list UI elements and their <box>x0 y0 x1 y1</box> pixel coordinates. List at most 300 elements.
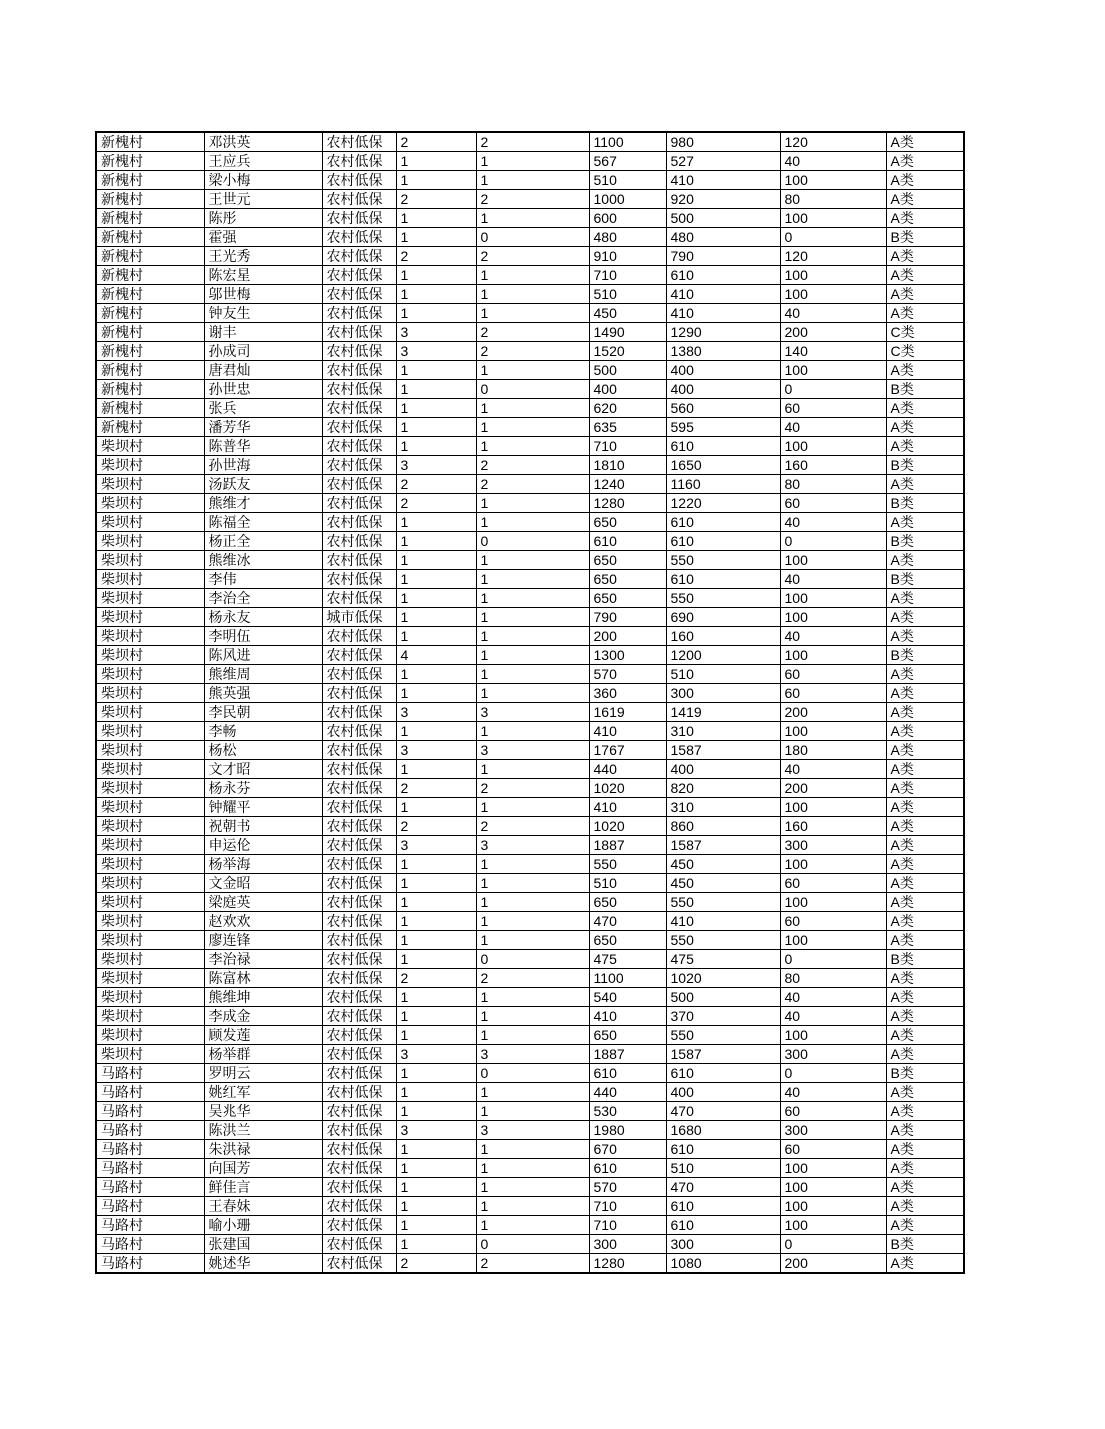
table-cell: 2 <box>476 190 589 209</box>
table-cell: 柴坝村 <box>96 551 204 570</box>
table-cell: 610 <box>589 1064 666 1083</box>
table-row <box>96 893 964 912</box>
table-cell: 410 <box>589 1007 666 1026</box>
table-cell: 熊维冰 <box>204 551 322 570</box>
table-cell: 1 <box>396 627 476 646</box>
table-cell: 马路村 <box>96 1159 204 1178</box>
table-cell: 柴坝村 <box>96 703 204 722</box>
table-cell: 100 <box>780 1197 886 1216</box>
table-cell: 1 <box>396 361 476 380</box>
table-cell: 1 <box>476 893 589 912</box>
table-cell: 农村低保 <box>322 1064 396 1083</box>
table-cell: 40 <box>780 1083 886 1102</box>
table-cell: A类 <box>886 418 964 437</box>
table-cell: 马路村 <box>96 1178 204 1197</box>
table-cell: 李伟 <box>204 570 322 589</box>
table-cell: 480 <box>589 228 666 247</box>
table-cell: 1100 <box>589 132 666 152</box>
table-cell: 510 <box>589 171 666 190</box>
table-cell: A类 <box>886 152 964 171</box>
table-cell: 610 <box>666 1140 780 1159</box>
table-cell: A类 <box>886 1140 964 1159</box>
table-cell: 农村低保 <box>322 456 396 475</box>
table-cell: 60 <box>780 665 886 684</box>
table-cell: 1 <box>476 266 589 285</box>
table-cell: 农村低保 <box>322 190 396 209</box>
table-row <box>96 950 964 969</box>
table-cell: 农村低保 <box>322 1102 396 1121</box>
table-cell: 2 <box>396 132 476 152</box>
table-cell: 610 <box>666 532 780 551</box>
table-cell: 600 <box>589 209 666 228</box>
table-cell: 710 <box>589 266 666 285</box>
table-cell: 农村低保 <box>322 703 396 722</box>
table-cell: 潘芳华 <box>204 418 322 437</box>
table-cell: 1 <box>476 1007 589 1026</box>
table-cell: 300 <box>780 836 886 855</box>
table-cell: 200 <box>780 779 886 798</box>
table-cell: 40 <box>780 418 886 437</box>
table-cell: 40 <box>780 627 886 646</box>
table-cell: 540 <box>589 988 666 1007</box>
table-cell: 2 <box>396 779 476 798</box>
table-row <box>96 817 964 836</box>
table-cell: A类 <box>886 1083 964 1102</box>
table-cell: 杨举群 <box>204 1045 322 1064</box>
table-cell: 200 <box>780 703 886 722</box>
table-cell: 柴坝村 <box>96 608 204 627</box>
table-cell: 570 <box>589 1178 666 1197</box>
table-cell: 农村低保 <box>322 209 396 228</box>
table-cell: 4 <box>396 646 476 665</box>
table-cell: 610 <box>666 1064 780 1083</box>
table-cell: A类 <box>886 171 964 190</box>
table-cell: A类 <box>886 1254 964 1274</box>
table-row <box>96 228 964 247</box>
table-cell: 柴坝村 <box>96 646 204 665</box>
table-cell: 柴坝村 <box>96 475 204 494</box>
table-cell: 610 <box>589 1159 666 1178</box>
table-cell: 1 <box>396 1064 476 1083</box>
table-cell: B类 <box>886 380 964 399</box>
table-cell: 农村低保 <box>322 1254 396 1274</box>
table-cell: 1 <box>476 798 589 817</box>
table-cell: 1 <box>476 912 589 931</box>
table-cell: 新槐村 <box>96 380 204 399</box>
table-cell: 柴坝村 <box>96 950 204 969</box>
table-cell: 新槐村 <box>96 342 204 361</box>
table-cell: 2 <box>476 323 589 342</box>
table-cell: 赵欢欢 <box>204 912 322 931</box>
table-cell: 440 <box>589 1083 666 1102</box>
table-cell: 100 <box>780 722 886 741</box>
table-cell: 1 <box>476 209 589 228</box>
table-cell: A类 <box>886 779 964 798</box>
table-cell: 姚述华 <box>204 1254 322 1274</box>
table-cell: 710 <box>589 437 666 456</box>
table-cell: 3 <box>396 836 476 855</box>
table-cell: 1200 <box>666 646 780 665</box>
table-cell: 100 <box>780 1216 886 1235</box>
table-cell: 400 <box>666 1083 780 1102</box>
table-cell: 柴坝村 <box>96 817 204 836</box>
table-cell: 钟友生 <box>204 304 322 323</box>
table-cell: 向国芳 <box>204 1159 322 1178</box>
table-cell: 2 <box>396 475 476 494</box>
table-cell: A类 <box>886 817 964 836</box>
table-cell: 610 <box>666 1197 780 1216</box>
table-cell: 柴坝村 <box>96 627 204 646</box>
table-row <box>96 1197 964 1216</box>
table-cell: 40 <box>780 513 886 532</box>
table-cell: 160 <box>666 627 780 646</box>
table-cell: 610 <box>666 570 780 589</box>
table-cell: 1 <box>396 912 476 931</box>
table-cell: 3 <box>476 1045 589 1064</box>
table-cell: 2 <box>476 1254 589 1274</box>
table-cell: 1 <box>396 513 476 532</box>
table-cell: 3 <box>476 741 589 760</box>
table-cell: 邓洪英 <box>204 132 322 152</box>
table-cell: 1220 <box>666 494 780 513</box>
table-cell: A类 <box>886 1197 964 1216</box>
table-cell: 柴坝村 <box>96 532 204 551</box>
table-cell: 1280 <box>589 494 666 513</box>
table-cell: 1 <box>476 760 589 779</box>
table-cell: 40 <box>780 570 886 589</box>
table-cell: 柴坝村 <box>96 513 204 532</box>
table-cell: 450 <box>666 874 780 893</box>
table-cell: 100 <box>780 646 886 665</box>
table-cell: A类 <box>886 304 964 323</box>
table-cell: A类 <box>886 513 964 532</box>
table-row <box>96 190 964 209</box>
table-cell: 0 <box>780 532 886 551</box>
table-row <box>96 1178 964 1197</box>
table-cell: C类 <box>886 342 964 361</box>
table-cell: 1 <box>476 1083 589 1102</box>
table-cell: 567 <box>589 152 666 171</box>
table-cell: 1 <box>396 1235 476 1254</box>
table-cell: A类 <box>886 266 964 285</box>
table-cell: 农村低保 <box>322 532 396 551</box>
table-cell: 农村低保 <box>322 589 396 608</box>
table-cell: A类 <box>886 931 964 950</box>
table-cell: 1 <box>476 988 589 1007</box>
table-row <box>96 323 964 342</box>
table-cell: 410 <box>666 912 780 931</box>
table-cell: 610 <box>666 513 780 532</box>
table-cell: A类 <box>886 969 964 988</box>
table-cell: 1280 <box>589 1254 666 1274</box>
table-cell: 1 <box>396 551 476 570</box>
table-cell: 1 <box>476 684 589 703</box>
table-cell: 510 <box>589 874 666 893</box>
table-row <box>96 551 964 570</box>
table-cell: 杨永芬 <box>204 779 322 798</box>
table-cell: 新槐村 <box>96 190 204 209</box>
table-cell: 1 <box>476 494 589 513</box>
table-cell: 1 <box>476 874 589 893</box>
table-cell: 140 <box>780 342 886 361</box>
table-cell: A类 <box>886 874 964 893</box>
table-cell: 610 <box>589 532 666 551</box>
table-row <box>96 437 964 456</box>
table-row <box>96 1121 964 1140</box>
table-cell: 200 <box>780 1254 886 1274</box>
table-cell: 3 <box>396 342 476 361</box>
table-cell: 陈福全 <box>204 513 322 532</box>
table-cell: 160 <box>780 456 886 475</box>
table-cell: 柴坝村 <box>96 684 204 703</box>
table-cell: 王世元 <box>204 190 322 209</box>
table-cell: 100 <box>780 931 886 950</box>
table-cell: 1100 <box>589 969 666 988</box>
table-cell: 1 <box>396 950 476 969</box>
table-cell: 180 <box>780 741 886 760</box>
table-cell: 1020 <box>666 969 780 988</box>
table-cell: 农村低保 <box>322 627 396 646</box>
table-cell: 1 <box>476 551 589 570</box>
table-cell: 470 <box>666 1102 780 1121</box>
table-row <box>96 1235 964 1254</box>
table-cell: B类 <box>886 494 964 513</box>
table-cell: 400 <box>666 380 780 399</box>
table-cell: 710 <box>589 1197 666 1216</box>
table-cell: 40 <box>780 1007 886 1026</box>
table-cell: C类 <box>886 323 964 342</box>
table-cell: A类 <box>886 1159 964 1178</box>
table-cell: 1 <box>476 285 589 304</box>
table-row <box>96 741 964 760</box>
table-cell: 100 <box>780 437 886 456</box>
table-row <box>96 1159 964 1178</box>
table-cell: 650 <box>589 570 666 589</box>
table-cell: 1 <box>476 1026 589 1045</box>
table-cell: A类 <box>886 988 964 1007</box>
table-cell: 农村低保 <box>322 646 396 665</box>
table-cell: 0 <box>780 950 886 969</box>
table-cell: 1020 <box>589 779 666 798</box>
table-row <box>96 532 964 551</box>
table-cell: 新槐村 <box>96 323 204 342</box>
table-cell: 400 <box>666 760 780 779</box>
table-cell: 顾发莲 <box>204 1026 322 1045</box>
table-cell: 3 <box>396 323 476 342</box>
table-cell: B类 <box>886 950 964 969</box>
table-cell: 1 <box>476 931 589 950</box>
table-cell: B类 <box>886 1064 964 1083</box>
table-cell: 1 <box>396 209 476 228</box>
table-cell: 1 <box>396 304 476 323</box>
table-cell: 新槐村 <box>96 266 204 285</box>
table-cell: 710 <box>589 1216 666 1235</box>
table-cell: 2 <box>476 969 589 988</box>
table-cell: 农村低保 <box>322 1197 396 1216</box>
table-cell: 100 <box>780 1159 886 1178</box>
table-row <box>96 1102 964 1121</box>
table-cell: 1 <box>396 589 476 608</box>
table-cell: 1 <box>476 627 589 646</box>
table-cell: 475 <box>589 950 666 969</box>
table-cell: 1 <box>476 1216 589 1235</box>
table-cell: 农村低保 <box>322 323 396 342</box>
table-cell: A类 <box>886 1007 964 1026</box>
table-cell: 农村低保 <box>322 342 396 361</box>
table-cell: 1 <box>396 608 476 627</box>
table-cell: 1300 <box>589 646 666 665</box>
table-cell: 柴坝村 <box>96 760 204 779</box>
table-cell: 1 <box>476 1102 589 1121</box>
table-cell: 80 <box>780 475 886 494</box>
table-cell: 李明伍 <box>204 627 322 646</box>
table-cell: 400 <box>589 380 666 399</box>
table-cell: B类 <box>886 570 964 589</box>
table-cell: 820 <box>666 779 780 798</box>
table-row <box>96 684 964 703</box>
table-cell: 李畅 <box>204 722 322 741</box>
table-cell: A类 <box>886 760 964 779</box>
table-cell: 1 <box>396 285 476 304</box>
table-cell: 670 <box>589 1140 666 1159</box>
table-cell: 400 <box>666 361 780 380</box>
table-cell: 410 <box>589 722 666 741</box>
table-cell: A类 <box>886 1045 964 1064</box>
table-row <box>96 874 964 893</box>
table-cell: 480 <box>666 228 780 247</box>
table-cell: 1 <box>396 266 476 285</box>
table-cell: 1 <box>396 380 476 399</box>
table-cell: 2 <box>396 190 476 209</box>
table-cell: 1 <box>396 1197 476 1216</box>
table-row <box>96 1026 964 1045</box>
table-cell: 孙世海 <box>204 456 322 475</box>
table-cell: 200 <box>780 323 886 342</box>
table-cell: 310 <box>666 722 780 741</box>
table-cell: 农村低保 <box>322 741 396 760</box>
table-row <box>96 912 964 931</box>
table-cell: 550 <box>666 589 780 608</box>
table-cell: 农村低保 <box>322 893 396 912</box>
welfare-table-body <box>96 132 964 1273</box>
table-cell: 熊维周 <box>204 665 322 684</box>
table-cell: 汤跃友 <box>204 475 322 494</box>
table-cell: 790 <box>666 247 780 266</box>
table-cell: 邬世梅 <box>204 285 322 304</box>
table-cell: 300 <box>666 684 780 703</box>
table-cell: 农村低保 <box>322 1121 396 1140</box>
table-cell: 40 <box>780 988 886 1007</box>
document-page <box>95 131 965 1274</box>
table-cell: 农村低保 <box>322 285 396 304</box>
table-cell: 1 <box>396 1216 476 1235</box>
table-cell: 470 <box>666 1178 780 1197</box>
table-cell: 农村低保 <box>322 1007 396 1026</box>
table-cell: 300 <box>780 1121 886 1140</box>
table-cell: 527 <box>666 152 780 171</box>
table-cell: 570 <box>589 665 666 684</box>
table-cell: 1080 <box>666 1254 780 1274</box>
table-row <box>96 456 964 475</box>
table-cell: 农村低保 <box>322 1140 396 1159</box>
table-cell: 梁庭英 <box>204 893 322 912</box>
table-cell: 550 <box>666 893 780 912</box>
table-cell: 王应兵 <box>204 152 322 171</box>
table-cell: 100 <box>780 551 886 570</box>
table-cell: 农村低保 <box>322 931 396 950</box>
table-cell: 3 <box>476 703 589 722</box>
table-cell: 1 <box>396 1083 476 1102</box>
table-cell: 120 <box>780 247 886 266</box>
table-cell: 1000 <box>589 190 666 209</box>
table-cell: 马路村 <box>96 1083 204 1102</box>
table-cell: A类 <box>886 1121 964 1140</box>
table-cell: 650 <box>589 893 666 912</box>
table-cell: 1587 <box>666 1045 780 1064</box>
table-cell: 3 <box>476 1121 589 1140</box>
table-cell: 550 <box>666 931 780 950</box>
table-row <box>96 1083 964 1102</box>
table-row <box>96 969 964 988</box>
table-cell: 新槐村 <box>96 247 204 266</box>
table-cell: 2 <box>396 969 476 988</box>
table-cell: A类 <box>886 285 964 304</box>
table-cell: 410 <box>589 798 666 817</box>
table-cell: A类 <box>886 741 964 760</box>
table-cell: 1 <box>476 589 589 608</box>
table-cell: 王光秀 <box>204 247 322 266</box>
table-cell: 柴坝村 <box>96 741 204 760</box>
table-cell: 595 <box>666 418 780 437</box>
table-cell: 500 <box>666 209 780 228</box>
table-cell: 1767 <box>589 741 666 760</box>
table-cell: 柴坝村 <box>96 969 204 988</box>
table-cell: A类 <box>886 893 964 912</box>
table-cell: 1 <box>476 665 589 684</box>
table-cell: 1 <box>396 684 476 703</box>
table-cell: 农村低保 <box>322 570 396 589</box>
table-cell: 农村低保 <box>322 988 396 1007</box>
table-cell: 新槐村 <box>96 361 204 380</box>
table-cell: 农村低保 <box>322 760 396 779</box>
table-cell: 李民朝 <box>204 703 322 722</box>
table-cell: 马路村 <box>96 1216 204 1235</box>
table-cell: 孙世忠 <box>204 380 322 399</box>
table-cell: 农村低保 <box>322 1216 396 1235</box>
table-cell: 新槐村 <box>96 285 204 304</box>
table-row <box>96 589 964 608</box>
table-cell: 农村低保 <box>322 912 396 931</box>
table-cell: 635 <box>589 418 666 437</box>
table-row <box>96 627 964 646</box>
table-cell: 农村低保 <box>322 1026 396 1045</box>
table-cell: 柴坝村 <box>96 1045 204 1064</box>
table-row <box>96 1216 964 1235</box>
table-cell: 2 <box>396 817 476 836</box>
table-cell: 李成金 <box>204 1007 322 1026</box>
table-cell: 1 <box>476 171 589 190</box>
table-cell: 农村低保 <box>322 836 396 855</box>
table-cell: A类 <box>886 361 964 380</box>
table-row <box>96 760 964 779</box>
table-cell: 申运伦 <box>204 836 322 855</box>
table-cell: 唐君灿 <box>204 361 322 380</box>
table-cell: 60 <box>780 1140 886 1159</box>
table-cell: 1 <box>396 893 476 912</box>
table-row <box>96 1007 964 1026</box>
table-cell: 农村低保 <box>322 874 396 893</box>
table-cell: 农村低保 <box>322 969 396 988</box>
